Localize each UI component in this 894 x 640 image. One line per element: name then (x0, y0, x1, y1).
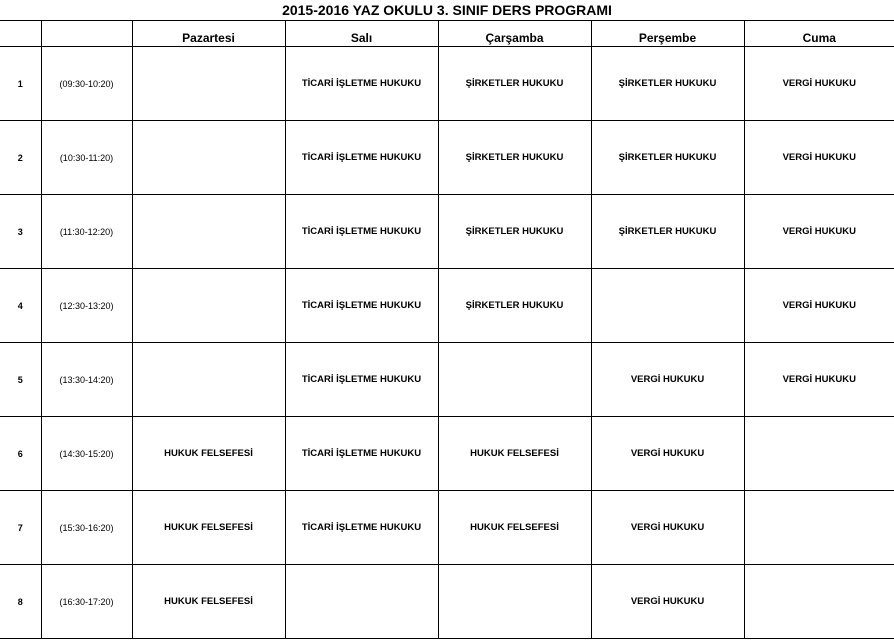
course-cell-persembe: VERGİ HUKUKU (591, 343, 744, 417)
title-row (0, 0, 894, 21)
period-time: (12:30-13:20) (41, 269, 132, 343)
course-cell-persembe: VERGİ HUKUKU (591, 417, 744, 491)
course-cell-cuma: VERGİ HUKUKU (744, 195, 894, 269)
course-cell-carsamba: HUKUK FELSEFESİ (438, 417, 591, 491)
period-time: (15:30-16:20) (41, 491, 132, 565)
period-number: 5 (0, 343, 41, 417)
course-cell-pazartesi (132, 47, 285, 121)
course-cell-carsamba: ŞİRKETLER HUKUKU (438, 121, 591, 195)
course-cell-persembe: ŞİRKETLER HUKUKU (591, 195, 744, 269)
day-header-pazartesi: Pazartesi (132, 21, 285, 47)
course-cell-carsamba: ŞİRKETLER HUKUKU (438, 269, 591, 343)
period-time: (13:30-14:20) (41, 343, 132, 417)
day-header-row (0, 21, 894, 47)
period-time: (16:30-17:20) (41, 565, 132, 639)
course-cell-sali: TİCARİ İŞLETME HUKUKU (285, 417, 438, 491)
course-cell-pazartesi: HUKUK FELSEFESİ (132, 417, 285, 491)
day-header-cuma: Cuma (744, 21, 894, 47)
course-cell-cuma: VERGİ HUKUKU (744, 47, 894, 121)
course-cell-pazartesi: HUKUK FELSEFESİ (132, 491, 285, 565)
period-number: 2 (0, 121, 41, 195)
course-cell-sali: TİCARİ İŞLETME HUKUKU (285, 121, 438, 195)
table-row (0, 343, 894, 417)
course-cell-pazartesi (132, 269, 285, 343)
course-cell-sali: TİCARİ İŞLETME HUKUKU (285, 491, 438, 565)
course-cell-persembe: VERGİ HUKUKU (591, 565, 744, 639)
course-cell-sali: TİCARİ İŞLETME HUKUKU (285, 269, 438, 343)
course-cell-sali (285, 565, 438, 639)
period-time: (09:30-10:20) (41, 47, 132, 121)
day-header-sali: Salı (285, 21, 438, 47)
period-number: 7 (0, 491, 41, 565)
header-num-blank (0, 21, 41, 47)
course-cell-sali: TİCARİ İŞLETME HUKUKU (285, 47, 438, 121)
course-cell-carsamba: ŞİRKETLER HUKUKU (438, 47, 591, 121)
table-row (0, 269, 894, 343)
day-header-persembe: Perşembe (591, 21, 744, 47)
course-cell-cuma (744, 565, 894, 639)
course-cell-carsamba (438, 565, 591, 639)
period-number: 8 (0, 565, 41, 639)
course-cell-sali: TİCARİ İŞLETME HUKUKU (285, 195, 438, 269)
course-cell-persembe (591, 269, 744, 343)
course-cell-persembe: ŞİRKETLER HUKUKU (591, 47, 744, 121)
period-time: (14:30-15:20) (41, 417, 132, 491)
course-cell-cuma: VERGİ HUKUKU (744, 269, 894, 343)
course-cell-persembe: VERGİ HUKUKU (591, 491, 744, 565)
course-cell-cuma: VERGİ HUKUKU (744, 121, 894, 195)
course-cell-pazartesi (132, 343, 285, 417)
period-number: 1 (0, 47, 41, 121)
course-cell-sali: TİCARİ İŞLETME HUKUKU (285, 343, 438, 417)
course-cell-pazartesi: HUKUK FELSEFESİ (132, 565, 285, 639)
period-number: 3 (0, 195, 41, 269)
course-cell-carsamba: HUKUK FELSEFESİ (438, 491, 591, 565)
page-title: 2015-2016 YAZ OKULU 3. SINIF DERS PROGRAMI (0, 0, 894, 21)
course-cell-cuma (744, 417, 894, 491)
course-cell-carsamba: ŞİRKETLER HUKUKU (438, 195, 591, 269)
table-row (0, 491, 894, 565)
period-number: 4 (0, 269, 41, 343)
period-time: (11:30-12:20) (41, 195, 132, 269)
course-cell-persembe: ŞİRKETLER HUKUKU (591, 121, 744, 195)
day-header-carsamba: Çarşamba (438, 21, 591, 47)
table-row (0, 47, 894, 121)
course-cell-carsamba (438, 343, 591, 417)
header-time-blank (41, 21, 132, 47)
period-number: 6 (0, 417, 41, 491)
table-row (0, 417, 894, 491)
period-time: (10:30-11:20) (41, 121, 132, 195)
course-cell-pazartesi (132, 195, 285, 269)
table-row (0, 121, 894, 195)
table-row (0, 195, 894, 269)
course-cell-cuma (744, 491, 894, 565)
course-cell-pazartesi (132, 121, 285, 195)
table-row (0, 565, 894, 639)
course-cell-cuma: VERGİ HUKUKU (744, 343, 894, 417)
